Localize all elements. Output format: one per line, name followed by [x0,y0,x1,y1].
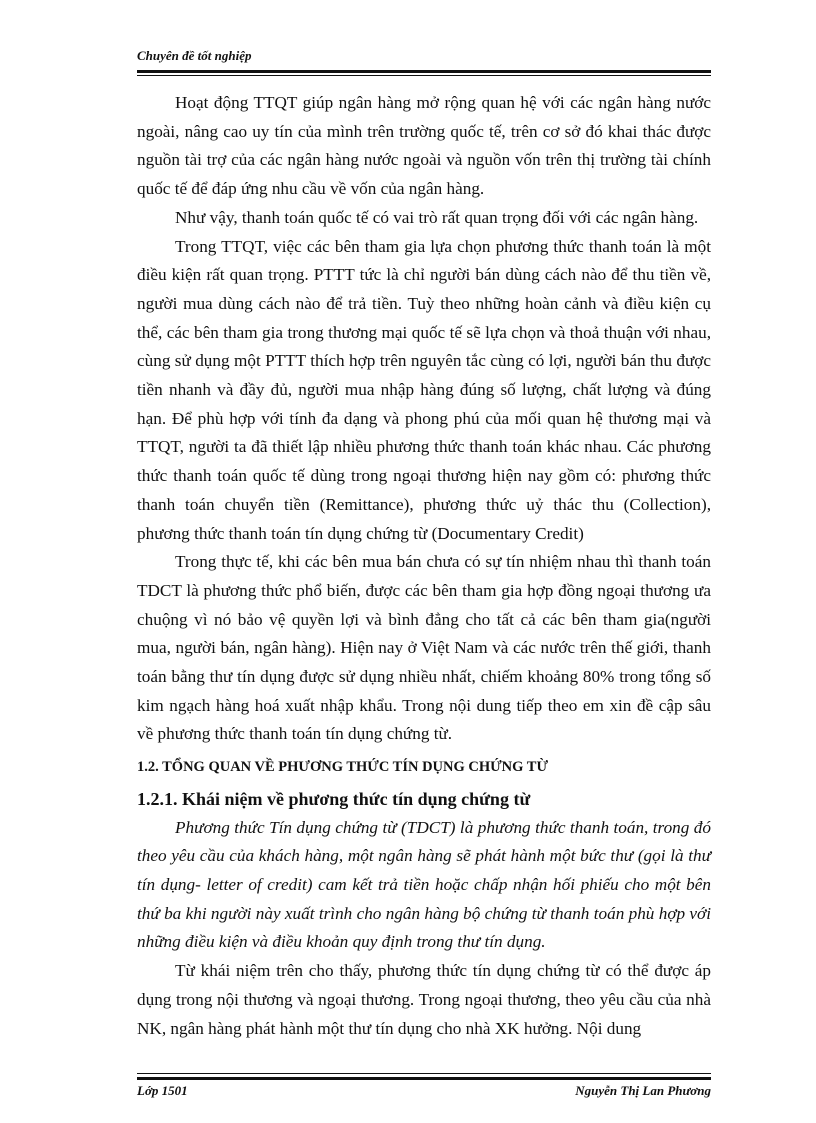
paragraph-3: Trong TTQT, việc các bên tham gia lựa chọn phương thức thanh toán là một điều kiện rất quan trọng. PTTT tức là chỉ người bán dùng cách nào để thu tiền về, người mua dùng cách nào để trả tiền. Tuỳ theo những hoàn cảnh và điều kiện cụ thể, các bên tham gia trong thương mại quốc tế sẽ lựa chọn và thoả thuận với nhau, cùng sử dụng một PTTT thích hợp trên nguyên tắc cùng có lợi, người bán thu được tiền nhanh và đầy đủ, người mua nhập hàng đúng số lượng, chất lượng và đúng hạn. Để phù hợp với tính đa dạng và phong phú của mối quan hệ thương mại và TTQT, người ta đã thiết lập nhiều phương thức thanh toán khác nhau. Các phương thức thanh toán quốc tế dùng trong ngoại thương hiện nay gồm có: phương thức thanh toán chuyển tiền (Remittance), phương thức uỷ thác thu (Collection), phương thức thanh toán tín dụng chứng từ (Documentary Credit) [137,236,711,543]
footer-rule-thick [137,1077,711,1080]
document-body [137,89,711,1043]
footer-class: Lớp 1501 [137,1083,188,1098]
footer-author: Nguyễn Thị Lan Phương [575,1083,711,1098]
paragraph-4: Trong thực tế, khi các bên mua bán chưa có sự tín nhiệm nhau thì thanh toán TDCT là phương thức phổ biến, được các bên tham gia hợp đồng ngoại thương ưa chuộng vì nó bảo vệ quyền lợi và bình đẳng cho tất cả các bên tham gia(người mua, người bán, ngân hàng). Hiện nay ở Việt Nam và các nước trên thế giới, thanh toán bằng thư tín dụng được sử dụng nhiều nhất, chiếm khoảng 80% trong tổng số kim ngạch hàng hoá xuất nhập khẩu. Trong nội dung tiếp theo em xin đề cập sâu về phương thức thanh toán tín dụng chứng từ. [137,552,711,744]
header-rule-thick [137,70,711,73]
paragraph-2: Như vậy, thanh toán quốc tế có vai trò rất quan trọng đối với các ngân hàng. [175,207,699,227]
header-title: Chuyên đề tốt nghiệp [137,48,252,63]
header-rule-thin [137,75,711,76]
section-heading: 1.2. TỔNG QUAN VỀ PHƯƠNG THỨC TÍN DỤNG CHỨNG TỪ [137,759,548,776]
page-header [137,44,711,70]
last-paragraph: Từ khái niệm trên cho thấy, phương thức tín dụng chứng từ có thể được áp dụng trong nội thương và ngoại thương. Trong ngoại thương, theo yêu cầu của nhà NK, ngân hàng phát hành một thư tín dụng cho nhà XK hưởng. Nội dung [137,961,711,1038]
footer-rule-thin [137,1073,711,1074]
subsection-heading: 1.2.1. Khái niệm về phương thức tín dụng chứng từ [137,788,531,809]
definition-paragraph: Phương thức Tín dụng chứng từ (TDCT) là phương thức thanh toán, trong đó theo yêu cầu của khách hàng, một ngân hàng sẽ phát hành một bức thư (gọi là thư tín dụng- letter of credit) cam kết trả tiền hoặc chấp nhận hối phiếu cho một bên thứ ba khi người này xuất trình cho ngân hàng bộ chứng từ thanh toán phù hợp với những điều kiện và điều khoản quy định trong thư tín dụng. [137,817,711,952]
paragraph-1: Hoạt động TTQT giúp ngân hàng mở rộng quan hệ với các ngân hàng nước ngoài, nâng cao uy tín của mình trên trường quốc tế, trên cơ sở đó khai thác được nguồn tài trợ của các ngân hàng nước ngoài và nguồn vốn trên thị trường tài chính quốc tế để đáp ứng nhu cầu về vốn của ngân hàng. [137,93,711,199]
